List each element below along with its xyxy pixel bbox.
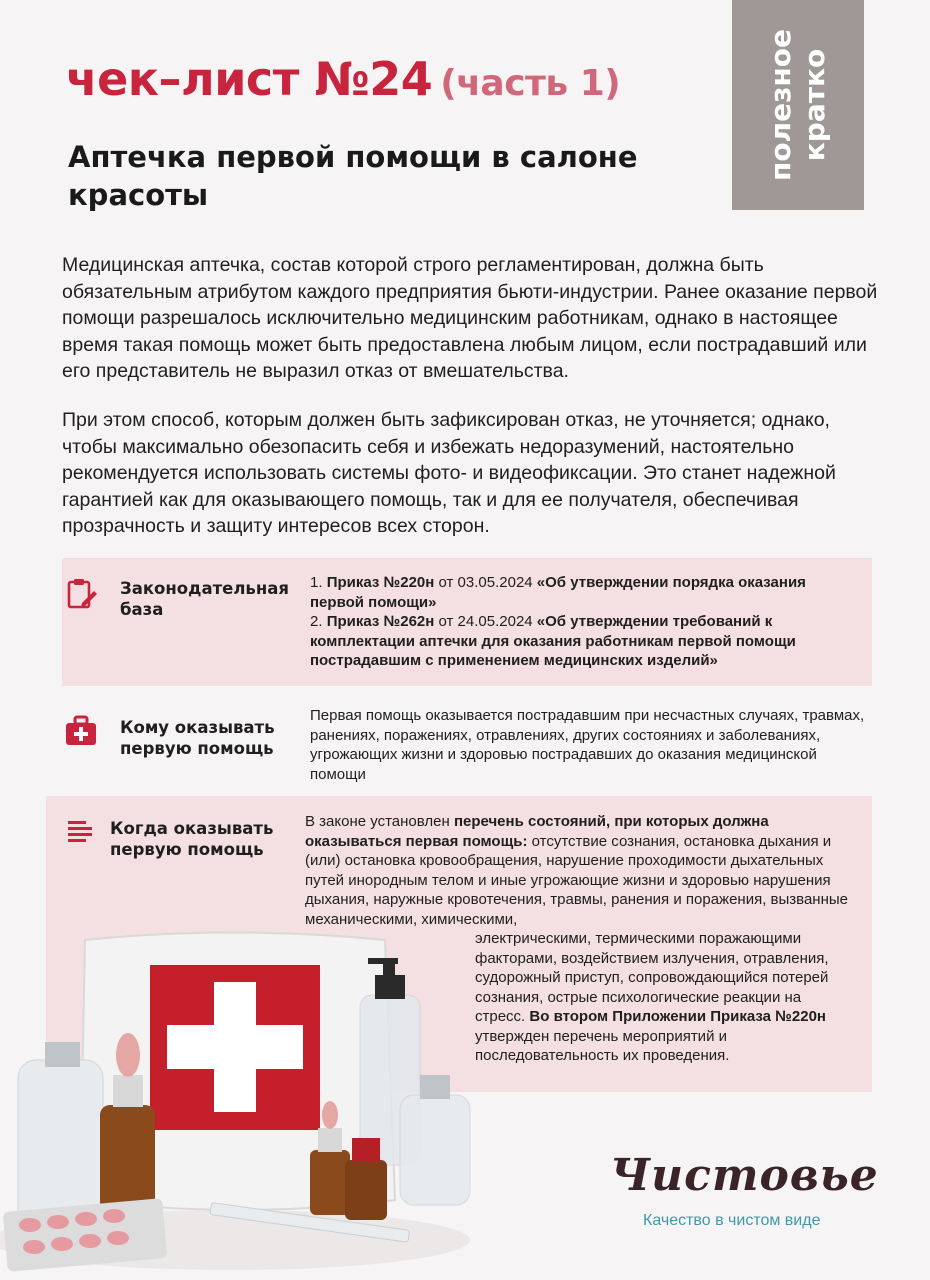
legal-item-2-title: «Об утверждении требований к комплектации аптечки для оказания работникам первой помощи пострадавшим с применением медицинских изделий» (310, 613, 796, 669)
when-text-rest2: электрическими, термическими поражающими факторами, воздействием излучения, отравления, судорожный приступ, сопровождающийся потерей сознания, острые психологические реакции на стресс. (475, 930, 829, 1025)
legal-item-2-order: Приказ №262н (326, 613, 435, 630)
section-when-label: Когда оказывать первую помощь (110, 819, 274, 859)
legal-item-2-num: 2. (310, 613, 323, 630)
intro-paragraph-1: Медицинская аптечка, состав которой строго регламентирован, должна быть обязательным атрибутом каждого предприятия бьюти-индустрии. Ранее оказание первой помощи разрешалось исключительно медицинским работникам, однако в настоящее время такая помощь может быть предоставлена любым лицом, если пострадавший или его представитель не выразил отказ от вмешательства. (62, 254, 878, 382)
legal-item-1-num: 1. (310, 574, 323, 591)
brand-tagline: Качество в чистом виде (643, 1212, 821, 1229)
clipboard-edit-icon (64, 576, 100, 612)
section-legal-label: Законодательная база (120, 579, 289, 619)
when-text-bold: перечень состояний, при которых должна оказываться первая помощь: (305, 813, 769, 850)
subtitle: Аптечка первой помощи в салоне красоты (68, 140, 638, 212)
legal-item-1-order: Приказ №220н (326, 574, 435, 591)
when-text-rest: отсутствие сознания, остановка дыхания и (или) остановка кровообращения, нарушение проходимости дыхательных путей инородным телом и иные угрожающие жизни и здоровью нарушения дыхания, наружные кровотечения, травмы, ранения и поражения, вызванные механическими, химическими, (305, 832, 848, 928)
side-tab (732, 0, 864, 210)
legal-item-1 (310, 573, 840, 612)
brand-logo: Чистовье (610, 1150, 879, 1201)
legal-item-2-date: от 24.05.2024 (438, 613, 533, 630)
side-tab-line2: кратко (798, 48, 831, 162)
when-text-end: утвержден перечень мероприятий и последовательность их проведения. (475, 1027, 730, 1064)
when-text-bold2: Во втором Приложении Приказа №220н (529, 1008, 826, 1025)
legal-item-1-title: «Об утверждении порядка оказания первой помощи» (310, 574, 806, 611)
legal-item-2 (310, 612, 840, 671)
intro-paragraph-2: При этом способ, которым должен быть зафиксирован отказ, не уточняется; однако, чтобы максимально обезопасить себя и избежать недоразумений, настоятельно рекомендуется использовать системы фото- и видеофиксации. Это станет надежной гарантией как для оказывающего помощь, так и для ее получателя, обеспечивая прозрачность и защиту интересов всех сторон. (62, 409, 836, 537)
first-aid-kit-photo (0, 900, 480, 1280)
legal-item-1-date: от 03.05.2024 (438, 574, 533, 591)
side-tab-text (764, 29, 832, 181)
first-aid-kit-icon (64, 715, 98, 747)
section-whom-label: Кому оказывать первую помощь (120, 718, 275, 758)
title-part: (часть 1) (440, 63, 621, 104)
when-text-intro: В законе установлен (305, 813, 450, 830)
title-main: чек–лист №24 (66, 52, 433, 106)
side-tab-line1: полезное (764, 29, 797, 181)
section-legal-text (310, 573, 840, 671)
section-when-text-cont (475, 929, 855, 1066)
list-lines-icon (68, 820, 94, 842)
section-whom-text: Первая помощь оказывается пострадавшим при несчастных случаях, травмах, ранениях, поражениях, отравлениях, других состояниях и заболеваниях, угрожающих жизни и здоровью пострадавших до оказания медицинской помощи (310, 707, 865, 783)
page-title (66, 52, 620, 106)
